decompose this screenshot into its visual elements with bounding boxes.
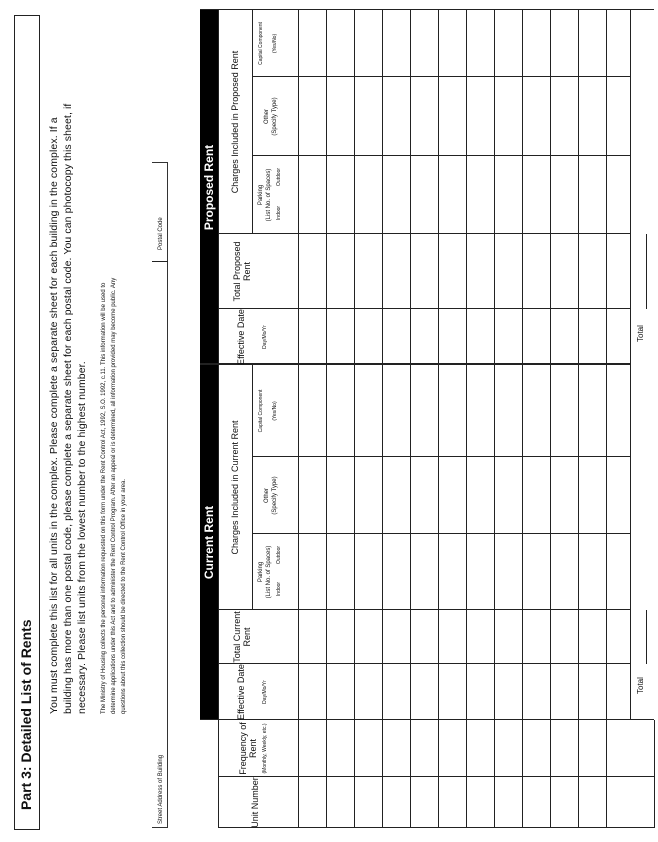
prop-effective-date-format: Day/Mo/Yr xyxy=(262,325,268,349)
frequency-header: Frequency of Rent xyxy=(238,722,258,775)
table-row-line xyxy=(326,10,327,828)
col-divider-prop-date xyxy=(218,308,630,309)
table-top-border xyxy=(218,10,219,828)
privacy-line-3: questions about this collection should be directed to the Rent Control Office in your area. xyxy=(121,478,127,714)
prop-charges-subheader-line xyxy=(252,10,253,234)
current-rent-band xyxy=(200,365,218,720)
prop-effective-date-header: Effective Date xyxy=(236,309,246,365)
table-row-line xyxy=(354,10,355,828)
col-divider-frequency xyxy=(200,719,654,720)
prop-outdoor-label: Outdoor xyxy=(276,167,282,187)
table-row-line xyxy=(466,10,467,828)
postal-code-label: Postal Code xyxy=(158,217,164,250)
cur-capital-note: (Yes/No) xyxy=(272,401,278,421)
col-divider-cur-parking xyxy=(252,533,630,534)
table-left-border xyxy=(218,827,654,828)
prop-charges-header: Charges Included in Proposed Rent xyxy=(230,50,240,194)
cur-parking-header: Parking xyxy=(258,561,264,583)
prop-capital-note: (Yes/No) xyxy=(272,33,278,54)
prop-parking-note: (List No. of Spaces) xyxy=(266,168,272,222)
proposed-rent-heading: Proposed Rent xyxy=(202,144,216,231)
table-row-line xyxy=(578,10,579,828)
cur-charges-header: Charges Included in Current Rent xyxy=(230,420,240,555)
table-row-line xyxy=(522,10,523,828)
cur-charges-subheader-line xyxy=(252,365,253,610)
instruction-line-3: necessary. Please list units from the lowest number to the highest number. xyxy=(76,361,88,714)
unit-number-header: Unit Number xyxy=(250,777,260,828)
prop-total-header: Total Proposed Rent xyxy=(232,241,252,302)
cur-capital-header: Capital Component xyxy=(258,389,264,433)
proposed-rent-band xyxy=(200,10,218,365)
col-divider-prop-other xyxy=(252,76,630,77)
instruction-line-2: building has more than one postal code, please complete a separate sheet for each postal code. You can photocopy this sheet, if xyxy=(62,103,74,714)
table-row-line xyxy=(382,10,383,828)
col-divider-unit xyxy=(218,776,654,777)
header-bottom-border xyxy=(298,10,299,828)
prop-parking-header: Parking xyxy=(258,184,264,206)
table-right-border xyxy=(200,9,654,10)
table-left-bottom xyxy=(654,720,655,828)
instruction-line-1: You must complete this list for all units in the complex. Please complete a separate sheet for each building in the complex. If a xyxy=(48,117,60,714)
prop-indoor-label: Indoor xyxy=(276,205,282,221)
cur-total-header: Total Current Rent xyxy=(232,611,252,663)
col-divider-prop-total xyxy=(218,233,630,234)
street-address-label: Street Address of Building xyxy=(158,754,164,824)
cur-effective-date-header: Effective Date xyxy=(236,664,246,720)
proposed-total-field[interactable] xyxy=(646,234,647,309)
prop-capital-header: Capital Component xyxy=(258,22,264,65)
table-row-line xyxy=(550,10,551,828)
proposed-total-label: Total xyxy=(636,325,645,342)
current-total-field[interactable] xyxy=(646,610,647,664)
cur-outdoor-label: Outdoor xyxy=(276,545,282,565)
privacy-line-1: The Ministry of Housing collects the personal information requested on this form under the Rent Control Act, 1992, S.O. 1992, c.11. This information will be used to xyxy=(101,282,107,714)
current-rent-heading: Current Rent xyxy=(202,505,216,580)
part-title: Part 3: Detailed List of Rents xyxy=(18,619,34,810)
col-divider-cur-total xyxy=(218,609,630,610)
table-row-line xyxy=(606,10,607,828)
prop-other-note: (Specify Type) xyxy=(272,97,278,136)
frequency-note: (Monthly, Weekly, etc.) xyxy=(262,723,268,774)
col-divider-prop-parking xyxy=(252,155,630,156)
cur-indoor-label: Indoor xyxy=(276,581,282,597)
table-row-line xyxy=(410,10,411,828)
address-divider xyxy=(152,261,168,262)
current-total-label: Total xyxy=(636,677,645,694)
col-divider-cur-date xyxy=(218,663,630,664)
table-row-line xyxy=(494,10,495,828)
privacy-line-2: determine applications under this Act and to administer the Rent Control Program. After an appeal or is determined, all information provided may become public. Any xyxy=(111,277,117,714)
cur-effective-date-format: Day/Mo/Yr xyxy=(262,680,268,704)
cur-parking-note: (List No. of Spaces) xyxy=(266,545,272,599)
prop-other-header: Other xyxy=(264,109,270,125)
cur-other-note: (Specify Type) xyxy=(272,476,278,515)
table-body-bottom xyxy=(630,10,631,720)
table-row-line xyxy=(438,10,439,828)
col-divider-cur-other xyxy=(252,456,630,457)
cur-other-header: Other xyxy=(264,488,270,504)
